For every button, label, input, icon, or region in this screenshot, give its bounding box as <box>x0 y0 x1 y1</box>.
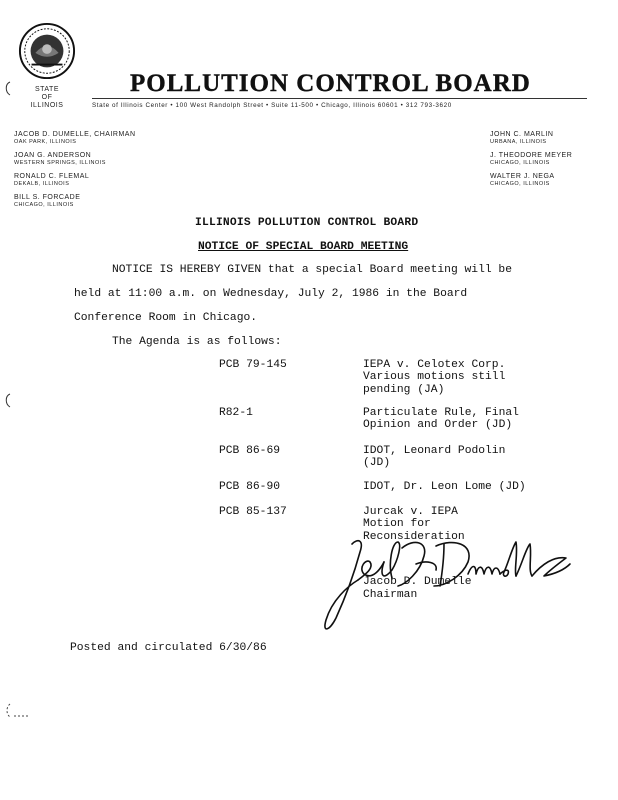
paragraph-line: NOTICE IS HEREBY GIVEN that a special Board meeting will be <box>112 264 512 276</box>
case-description: Jurcak v. IEPA Motion for Reconsideration <box>363 506 465 543</box>
member-city: URBANA, ILLINOIS <box>490 139 547 145</box>
board-member <box>490 131 572 146</box>
member-city: WESTERN SPRINGS, ILLINOIS <box>14 160 106 166</box>
notice-paragraph <box>74 258 512 330</box>
board-members-right <box>490 131 572 194</box>
member-name: BILL S. FORCADE <box>14 194 81 201</box>
letterhead-divider <box>92 98 587 99</box>
member-city: OAK PARK, ILLINOIS <box>14 139 77 145</box>
notice-title: NOTICE OF SPECIAL BOARD MEETING <box>198 241 409 253</box>
case-number: PCB 79-145 <box>219 359 287 371</box>
member-city: CHICAGO, ILLINOIS <box>490 181 550 187</box>
scan-mark-icon <box>2 80 16 98</box>
case-description: Particulate Rule, Final Opinion and Order (JD) <box>363 407 519 432</box>
board-member <box>14 131 136 146</box>
case-number: PCB 86-69 <box>219 445 281 457</box>
signer-name: Jacob D. Dumelle <box>363 576 472 588</box>
board-member <box>14 173 136 188</box>
case-number: R82-1 <box>219 407 253 419</box>
case-description: IEPA v. Celotex Corp. Various motions still pending (JA) <box>363 359 506 396</box>
scan-mark-icon <box>4 702 32 720</box>
signer-title: Chairman <box>363 589 418 601</box>
posted-date-note: Posted and circulated 6/30/86 <box>70 642 267 654</box>
scan-mark-icon <box>2 392 16 410</box>
case-description: IDOT, Dr. Leon Lome (JD) <box>363 481 526 493</box>
member-city: DEKALB, ILLINOIS <box>14 181 70 187</box>
letterhead-title: POLLUTION CONTROL BOARD <box>130 70 531 97</box>
member-name: JOAN G. ANDERSON <box>14 152 92 159</box>
board-member <box>14 152 136 167</box>
paragraph-line: Conference Room in Chicago. <box>74 312 258 324</box>
letterhead-address: State of Illinois Center • 100 West Randolph Street • Suite 11-500 • Chicago, Illinois 60601 • 312 793-3620 <box>92 102 452 109</box>
paragraph-line: held at 11:00 a.m. on Wednesday, July 2, 1986 in the Board <box>74 288 468 300</box>
member-name: JOHN C. MARLIN <box>490 131 554 138</box>
board-member <box>14 194 136 209</box>
member-city: CHICAGO, ILLINOIS <box>14 202 74 208</box>
case-number: PCB 86-90 <box>219 481 281 493</box>
state-label-line: OF <box>41 94 53 101</box>
state-label-line: STATE <box>34 86 60 93</box>
case-description: IDOT, Leonard Podolin (JD) <box>363 445 506 470</box>
state-of-illinois-label <box>22 86 72 110</box>
member-name: JACOB D. DUMELLE, CHAIRMAN <box>14 131 136 138</box>
board-member <box>490 173 572 188</box>
agenda-intro: The Agenda is as follows: <box>112 336 282 348</box>
member-city: CHICAGO, ILLINOIS <box>490 160 550 166</box>
case-number: PCB 85-137 <box>219 506 287 518</box>
board-member <box>490 152 572 167</box>
state-label-line: ILLINOIS <box>30 102 64 109</box>
member-name: WALTER J. NEGA <box>490 173 555 180</box>
member-name: RONALD C. FLEMAL <box>14 173 90 180</box>
document-heading: ILLINOIS POLLUTION CONTROL BOARD <box>195 217 419 229</box>
state-seal-icon <box>18 22 76 80</box>
board-members-left <box>14 131 136 215</box>
member-name: J. THEODORE MEYER <box>490 152 573 159</box>
